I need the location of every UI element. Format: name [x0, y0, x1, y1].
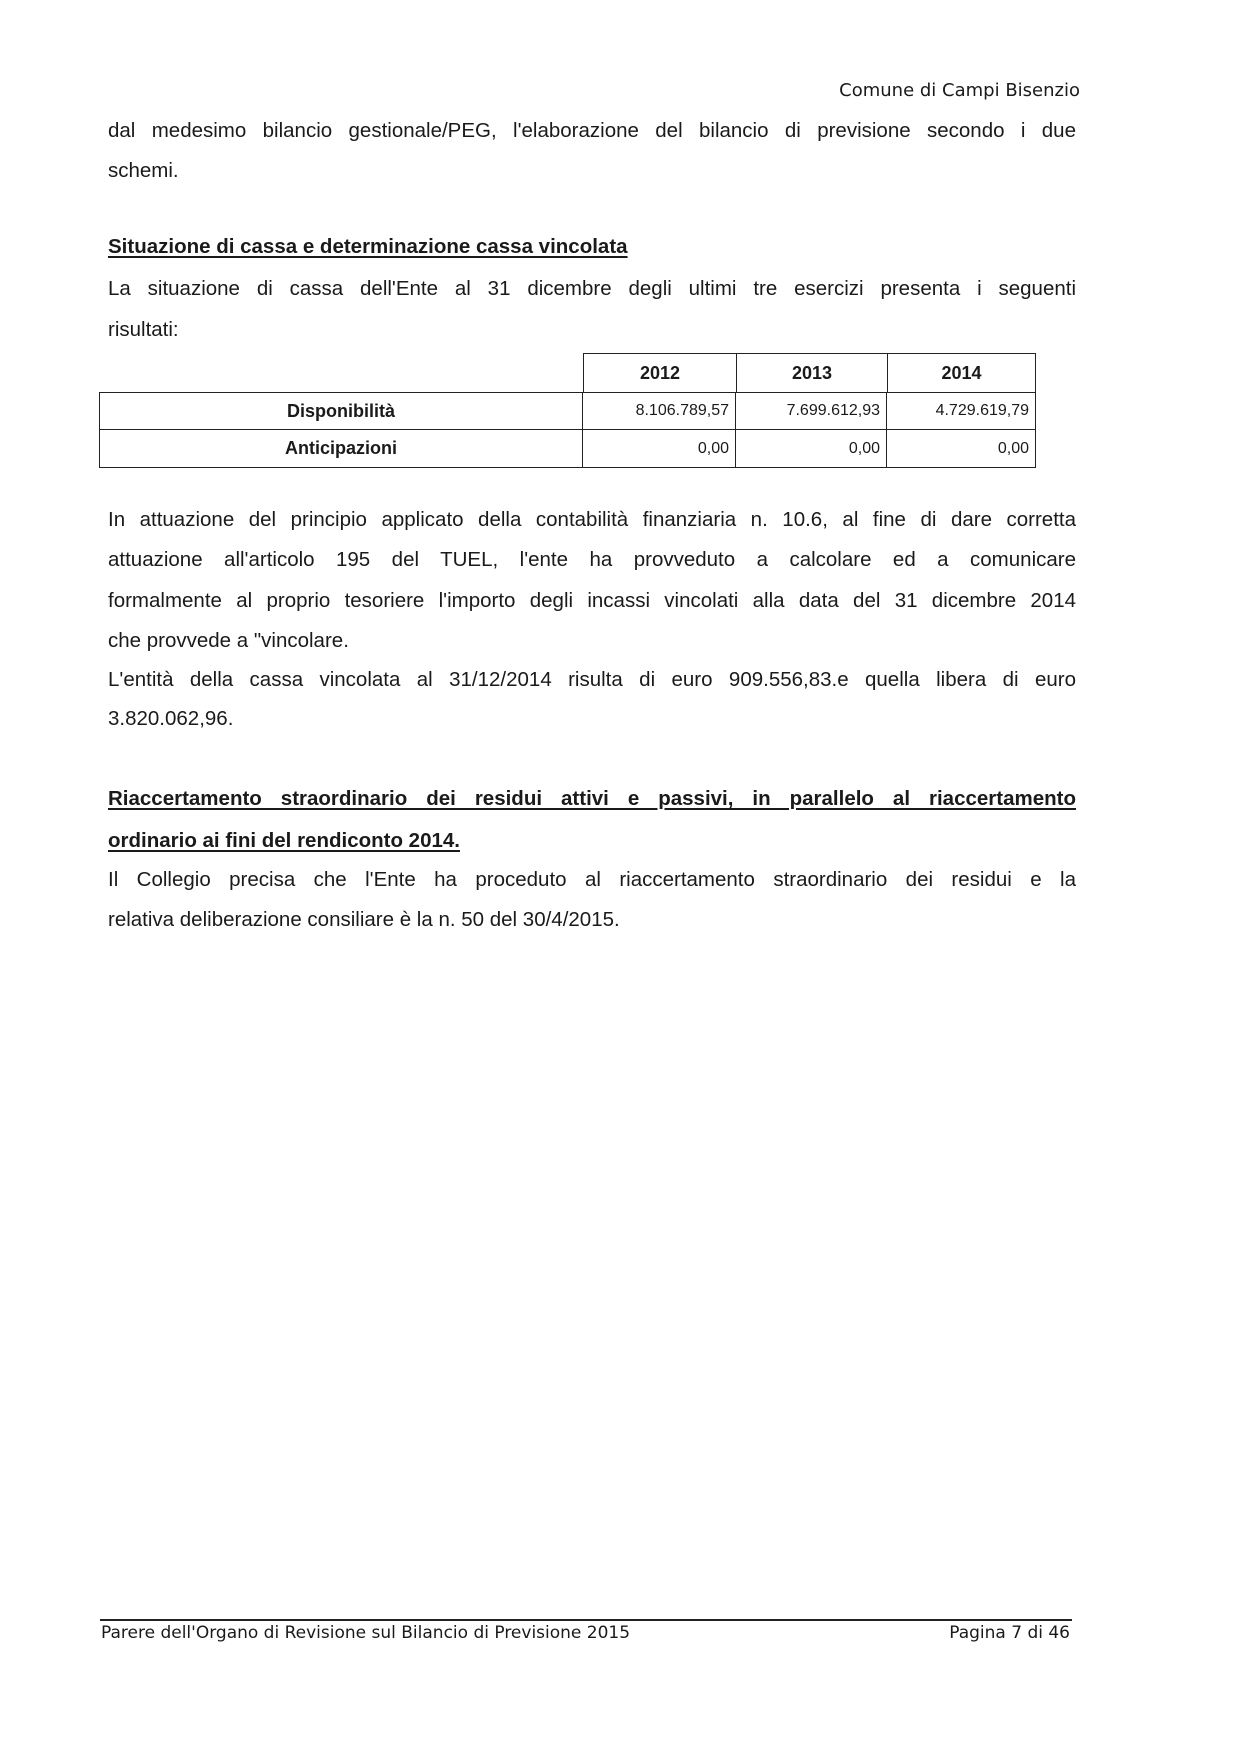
- section-heading-riaccertamento: ordinario ai fini del rendiconto 2014.: [108, 829, 460, 852]
- footer-rule: [100, 1619, 1072, 1621]
- section-heading-riaccertamento: Riaccertamento straordinario dei residui attivi e passivi, in parallelo al riaccertamento: [108, 787, 1076, 810]
- intro-line: dal medesimo bilancio gestionale/PEG, l'elaborazione del bilancio di previsione secondo i due: [108, 119, 1076, 142]
- year-header: 2012: [584, 354, 737, 393]
- cash-table: [99, 392, 1036, 468]
- cell: 0,00: [583, 430, 736, 468]
- section-lead: risultati:: [108, 318, 179, 341]
- cell: 4.729.619,79: [887, 393, 1036, 430]
- paragraph-line: che provvede a "vincolare.: [108, 629, 349, 652]
- year-header: 2013: [737, 354, 888, 393]
- section-lead: La situazione di cassa dell'Ente al 31 dicembre degli ultimi tre esercizi presenta i seguenti: [108, 277, 1076, 300]
- cell: 0,00: [736, 430, 887, 468]
- cell: 8.106.789,57: [583, 393, 736, 430]
- paragraph-line: Il Collegio precisa che l'Ente ha proceduto al riaccertamento straordinario dei residui e la: [108, 868, 1076, 891]
- running-header: Comune di Campi Bisenzio: [839, 80, 1080, 101]
- paragraph-line: formalmente al proprio tesoriere l'importo degli incassi vincolati alla data del 31 dicembre 2014: [108, 589, 1076, 612]
- page-number: Pagina 7 di 46: [949, 1623, 1070, 1643]
- paragraph-line: attuazione all'articolo 195 del TUEL, l'ente ha provveduto a calcolare ed a comunicare: [108, 548, 1076, 571]
- paragraph-line: 3.820.062,96.: [108, 707, 234, 730]
- paragraph-line: L'entità della cassa vincolata al 31/12/2014 risulta di euro 909.556,83.e quella libera di euro: [108, 668, 1076, 691]
- row-label: Anticipazioni: [100, 430, 583, 468]
- table-row: [100, 393, 1036, 430]
- paragraph-line: relativa deliberazione consiliare è la n. 50 del 30/4/2015.: [108, 908, 620, 931]
- table-row: [100, 430, 1036, 468]
- section-heading-cassa: Situazione di cassa e determinazione cassa vincolata: [108, 235, 628, 258]
- cell: 0,00: [887, 430, 1036, 468]
- year-header: 2014: [888, 354, 1036, 393]
- cell: 7.699.612,93: [736, 393, 887, 430]
- intro-line: schemi.: [108, 159, 179, 182]
- paragraph-line: In attuazione del principio applicato della contabilità finanziaria n. 10.6, al fine di dare corretta: [108, 508, 1076, 531]
- footer-title: Parere dell'Organo di Revisione sul Bilancio di Previsione 2015: [101, 1623, 631, 1643]
- row-label: Disponibilità: [100, 393, 583, 430]
- cash-table-header: [583, 353, 1036, 393]
